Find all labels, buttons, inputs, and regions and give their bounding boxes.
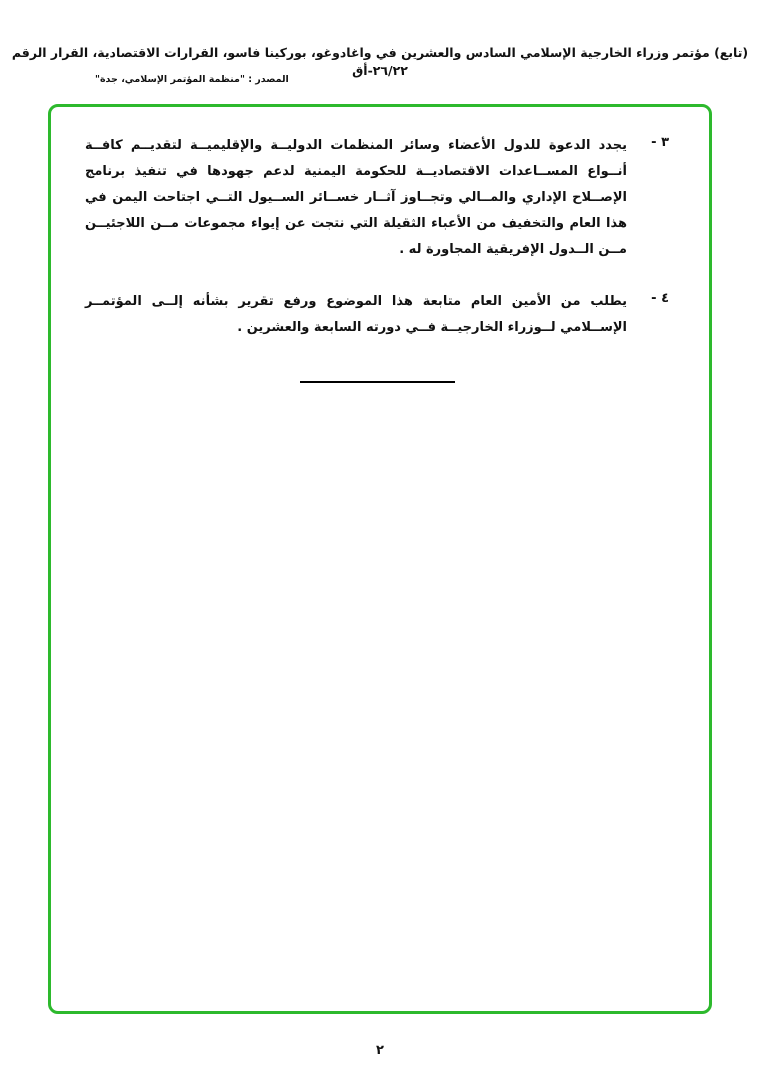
section-divider	[300, 381, 455, 383]
clause-text	[85, 289, 627, 341]
resolution-clause-4	[85, 289, 669, 341]
clause-text	[85, 133, 627, 263]
clause-lead-word: يجدد	[598, 138, 627, 153]
clause-number: ٣ -	[651, 135, 669, 150]
resolution-clause-3	[85, 133, 669, 263]
header-source-line: المصدر : "منظمة المؤتمر الإسلامي، جدة"	[95, 74, 289, 85]
page-number: ٢	[376, 1043, 384, 1058]
header-title: (تابع) مؤتمر وزراء الخارجية الإسلامي السادس والعشرين في واغادوغو، بوركينا فاسو، القرارات الاقتصادية، القرار الرقم ٢٦/٢٢-أق	[11, 45, 749, 78]
clause-body-text: من الأمين العام متابعة هذا الموضوع ورفع تقرير بشأنه إلــى المؤتمــر الإســلامي لــوزراء الخارجيــة فــي دورته السابعة والعشرين .	[85, 294, 627, 335]
content-border-box	[48, 104, 712, 1014]
clause-lead-word: يطلب	[590, 294, 627, 309]
clause-body-text: الدعوة للدول الأعضاء وسائر المنظمات الدوليــة والإقليميــة لتقديــم كافــة أنــواع المســاعدات الاقتصاديــة للحكومة اليمنية لدعم جهودها في تنفيذ برنامج الإصــلاح الإداري والمــالي وتجــاوز آثــار خســائر الســيول التــي اجتاحت اليمن في هذا العام والتخفيف من الأعباء الثقيلة التي نتجت عن إيواء مجموعات مــن اللاجئيــن مــن الــدول الإفريقية المجاورة له .	[85, 138, 627, 257]
clause-number: ٤ -	[651, 291, 669, 306]
